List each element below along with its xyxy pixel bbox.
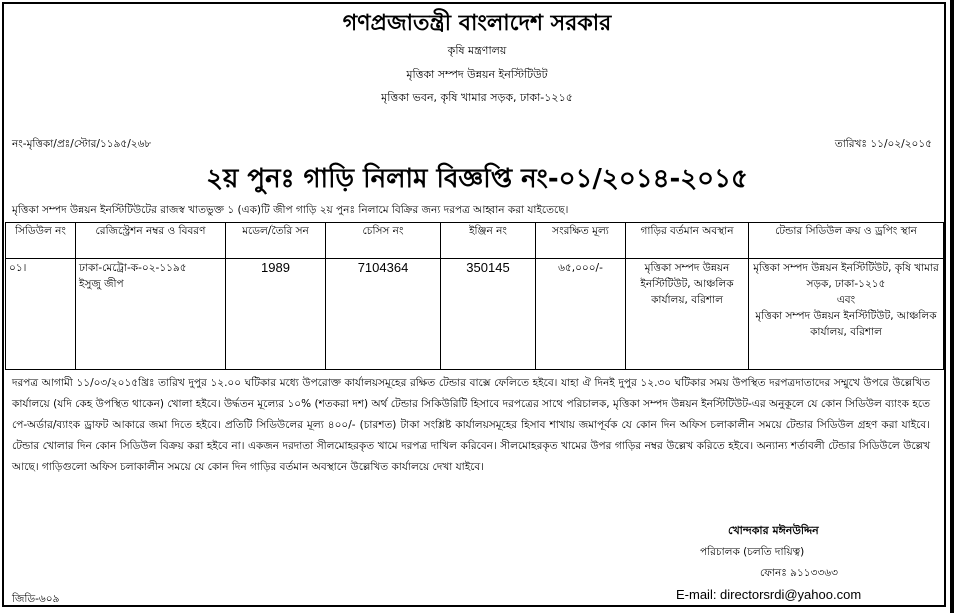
registration-number: ঢাকা-মেট্রো-ক-০২-১১৯৫ xyxy=(79,262,187,274)
cell-registration xyxy=(76,259,226,370)
cell-model-year: 1989 xyxy=(226,259,326,370)
table-header-row xyxy=(6,223,944,259)
cell-reserve-price: ৬৫,০০০/- xyxy=(536,259,626,370)
cell-chassis-no: 7104364 xyxy=(326,259,441,370)
gd-reference: জিডি-৬০৯ xyxy=(12,593,60,605)
signatory-name: খোন্দকার মঈনউদ্দিন xyxy=(728,524,819,537)
cell-location: মৃত্তিকা সম্পদ উন্নয়ন ইনস্টিটিউট, আঞ্চলিক কার্যালয়, বরিশাল xyxy=(626,259,749,370)
institute-name: মৃত্তিকা সম্পদ উন্নয়ন ইনস্টিটিউট xyxy=(406,68,548,81)
cell-schedule-no: ০১। xyxy=(6,259,76,370)
institute-address: মৃত্তিকা ভবন, কৃষি খামার সড়ক, ঢাকা-১২১৫ xyxy=(381,91,573,104)
government-heading: গণপ্রজাতন্ত্রী বাংলাদেশ সরকার xyxy=(342,11,612,36)
vehicle-type: ইসুজু জীপ xyxy=(79,278,124,290)
intro-text: মৃত্তিকা সম্পদ উন্নয়ন ইনস্টিটিউটের রাজস্ব খাতভুক্ত ১ (এক)টি জীপ গাড়ি ২য় পুনঃ নিলামে বিক্রির জন্য দরপত্র আহ্বান করা যাইতেছে। xyxy=(12,204,569,216)
col-header-tender-place: টেন্ডার সিডিউল ক্রয় ও ড্রপিং স্থান xyxy=(749,223,944,259)
memo-number: নং-মৃত্তিকা/প্রঃ/স্টোর/১১৯৫/২৬৮ xyxy=(12,138,152,150)
tender-terms: দরপত্র আগামী ১১/০৩/২০১৫খ্রিঃ তারিখ দুপুর ১২.০০ ঘটিকার মধ্যে উপরোক্ত কার্যালয়সমূহের রক্ষিত টেন্ডার বাক্সে ফেলিতে হইবে। যাহা ঐ দিনই দুপুর ১২.৩০ ঘটিকার সময় উপস্থিত দরপত্রদাতাদের সম্মুখে উপরে উল্লেখিত কার্যালয়ে (যদি কেহ উপস্থিত থাকেন) খোলা হইবে। উর্দ্ধতন মূল্যের ১০% (শতকরা দশ) অর্থ টেন্ডার সিকিউরিটি হিসাবে দরপত্রের সাথে পরিচালক, মৃত্তিকা সম্পদ উন্নয়ন ইনস্টিটিউট-এর অনুকূলে যে কোন সিডিউল ব্যাংক হতে পে-অর্ডার/ব্যাংক ড্রাফট আকারে জমা দিতে হইবে। প্রতিটি সিডিউলের মূল্য ৪০০/- (চারশত) টাকা সংশ্লিষ্ট কার্যালয়সমূহের হিসাব শাখায় জমাপূর্বক যে কোন দিন অফিস চলাকালীন সময়ে টেন্ডার সিডিউল গ্রহণ করা যাইবে। টেন্ডার খোলার দিন কোন সিডিউল বিক্রয় করা হইবে না। একজন দরদাতা সীলমোহরকৃত খামে দরপত্র দাখিল করিবেন। সীলমোহরকৃত খামের উপর গাড়ির নম্বর উল্লেখ করিতে হইবে। অন্যান্য শর্তাবলী টেন্ডার সিডিউলে উল্লেখ আছে। গাড়িগুলো অফিস চলাকালীন সময়ে যে কোন দিন গাড়ির বর্তমান অবস্থানে উল্লেখিত কার্যালয়ে দেখা যাইবে। xyxy=(12,377,930,473)
cell-tender-place xyxy=(749,259,944,370)
table-row xyxy=(6,259,944,370)
col-header-engine: ইঞ্জিন নং xyxy=(441,223,536,259)
ministry-name: কৃষি মন্ত্রণালয় xyxy=(447,44,507,57)
col-header-model: মডেল/তৈরি সন xyxy=(226,223,326,259)
tender-place-barishal: মৃত্তিকা সম্পদ উন্নয়ন ইনস্টিটিউট, আঞ্চলিক কার্যালয়, বরিশাল xyxy=(755,310,937,338)
col-header-schedule: সিডিউল নং xyxy=(6,223,76,259)
tender-place-and: এবং xyxy=(836,294,856,306)
col-header-reserve-price: সংরক্ষিত মূল্য xyxy=(536,223,626,259)
cell-engine-no: 350145 xyxy=(441,259,536,370)
vehicle-table xyxy=(5,222,944,370)
col-header-chassis: চেসিস নং xyxy=(326,223,441,259)
tender-place-dhaka: মৃত্তিকা সম্পদ উন্নয়ন ইনস্টিটিউট, কৃষি খামার সড়ক, ঢাকা-১২১৫ xyxy=(753,262,939,290)
col-header-location: গাড়ির বর্তমান অবস্থান xyxy=(626,223,749,259)
notice-title: ২য় পুনঃ গাড়ি নিলাম বিজ্ঞপ্তি নং-০১/২০১৪-২০১৫ xyxy=(206,164,748,194)
contact-email: E-mail: directorsrdi@yahoo.com xyxy=(676,587,862,602)
col-header-registration: রেজিস্ট্রেশন নম্বর ও বিবরণ xyxy=(76,223,226,259)
signatory-designation: পরিচালক (চলতি দায়িত্ব) xyxy=(700,546,805,558)
contact-phone: ফোনঃ ৯১১৩৩৬৩ xyxy=(760,567,838,579)
notice-date: তারিখঃ ১১/০২/২০১৫ xyxy=(834,138,932,150)
